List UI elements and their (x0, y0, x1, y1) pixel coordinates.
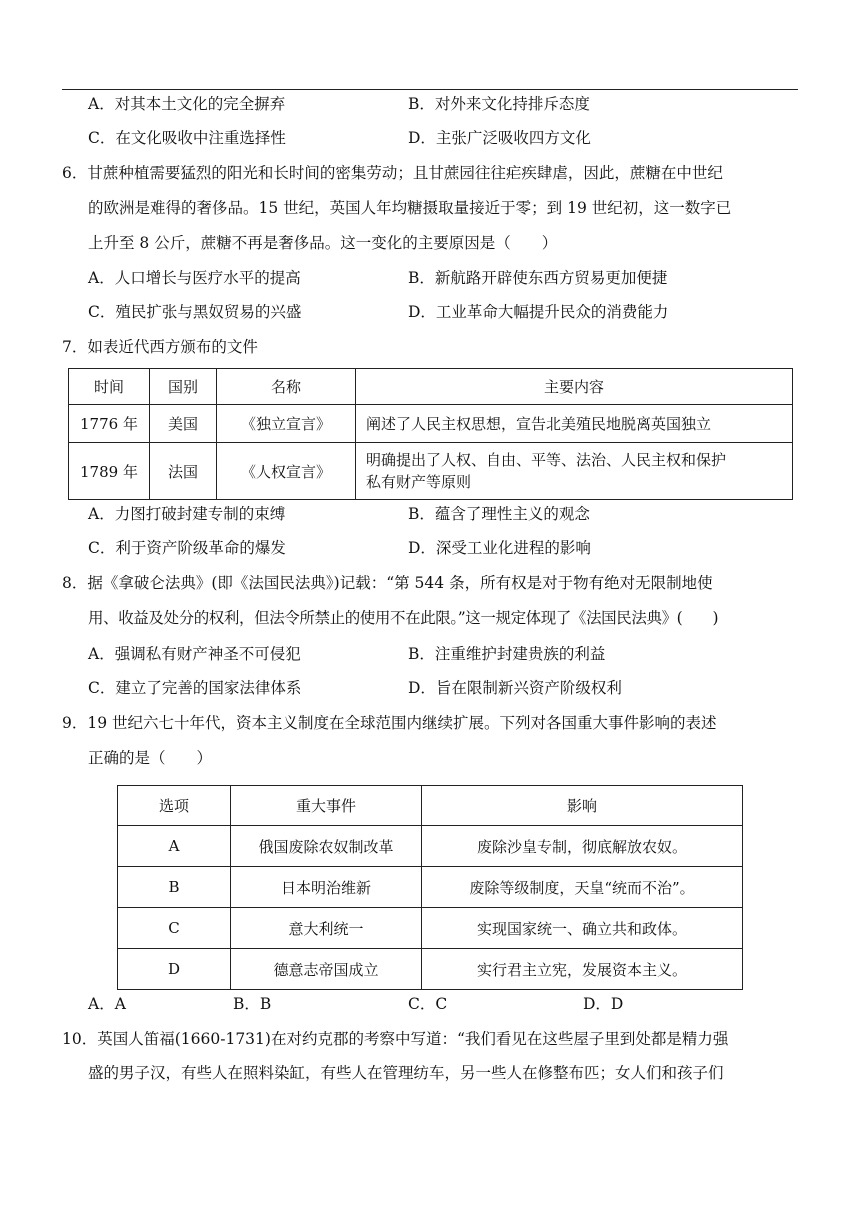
table-cell (356, 443, 793, 500)
q9-option-b: B．B (233, 995, 272, 1013)
cell-line: 私有财产等原则 (366, 473, 472, 491)
q6-stem-line-1: 6．甘蔗种植需要猛烈的阳光和长时间的密集劳动；且甘蔗园往往疟疾肆虐，因此，蔗糖在中世纪 (62, 164, 723, 182)
q5-option-a: A．对其本土文化的完全摒弃 (88, 95, 286, 113)
table-cell: 《人权宣言》 (217, 443, 356, 500)
table-row (118, 908, 743, 949)
header-rule (62, 89, 798, 90)
q5-option-d: D．主张广泛吸收四方文化 (408, 129, 591, 147)
q8-option-a: A．强调私有财产神圣不可侵犯 (88, 645, 301, 663)
q9-stem-line-2: 正确的是（ ） (88, 749, 213, 767)
q9-stem-line-1: 9．19 世纪六七十年代，资本主义制度在全球范围内继续扩展。下列对各国重大事件影响的表述 (62, 714, 717, 732)
q5-option-c: C．在文化吸收中注重选择性 (88, 129, 286, 147)
table-row (118, 867, 743, 908)
table-header-cell: 时间 (69, 369, 150, 405)
table-cell: 阐述了人民主权思想，宣告北美殖民地脱离英国独立 (356, 405, 793, 443)
q8-stem-line-1: 8．据《拿破仑法典》(即《法国民法典》)记载：“第 544 条，所有权是对于物有绝对无限制地使 (62, 574, 713, 592)
table-cell: 废除沙皇专制，彻底解放农奴。 (422, 826, 743, 867)
table-cell: 日本明治维新 (231, 867, 422, 908)
q7-option-c: C．利于资产阶级革命的爆发 (88, 539, 286, 557)
table-row (118, 826, 743, 867)
q9-table (117, 785, 743, 990)
table-cell: 实现国家统一、确立共和政体。 (422, 908, 743, 949)
table-cell: 实行君主立宪，发展资本主义。 (422, 949, 743, 990)
table-row (118, 949, 743, 990)
q9-option-d: D．D (583, 995, 624, 1013)
q7-option-d: D．深受工业化进程的影响 (408, 539, 591, 557)
q6-option-d: D．工业革命大幅提升民众的消费能力 (408, 303, 669, 321)
table-header-row (118, 786, 743, 826)
q7-option-b: B．蕴含了理性主义的观念 (408, 505, 590, 523)
q6-option-c: C．殖民扩张与黑奴贸易的兴盛 (88, 303, 302, 321)
table-header-cell: 重大事件 (231, 786, 422, 826)
table-header-cell: 国别 (150, 369, 217, 405)
table-cell: 1789 年 (69, 443, 150, 500)
table-header-cell: 影响 (422, 786, 743, 826)
table-header-cell: 名称 (217, 369, 356, 405)
q7-table (68, 368, 793, 500)
table-cell: C (118, 908, 231, 949)
table-cell: 法国 (150, 443, 217, 500)
q6-option-a: A．人口增长与医疗水平的提高 (88, 269, 301, 287)
cell-line: 明确提出了人权、自由、平等、法治、人民主权和保护 (366, 451, 727, 469)
table-row (69, 405, 793, 443)
q10-stem-line-1: 10．英国人笛福(1660-1731)在对约克郡的考察中写道：“我们看见在这些屋子里到处都是精力强 (62, 1030, 729, 1048)
table-cell: 俄国废除农奴制改革 (231, 826, 422, 867)
table-cell: 意大利统一 (231, 908, 422, 949)
q7-stem: 7．如表近代西方颁布的文件 (62, 338, 258, 356)
table-cell: 《独立宣言》 (217, 405, 356, 443)
q8-option-c: C．建立了完善的国家法律体系 (88, 679, 302, 697)
q6-stem-line-2: 的欧洲是难得的奢侈品。15 世纪，英国人年均糖摄取量接近于零；到 19 世纪初，这一数字已 (88, 199, 732, 217)
table-cell: 1776 年 (69, 405, 150, 443)
q8-stem-line-2: 用、收益及处分的权利，但法令所禁止的使用不在此限。”这一规定体现了《法国民法典》( ) (88, 609, 719, 627)
q9-option-a: A．A (88, 995, 126, 1013)
table-header-row (69, 369, 793, 405)
q10-stem-line-2: 盛的男子汉，有些人在照料染缸，有些人在管理纺车，另一些人在修整布匹；女人们和孩子们 (88, 1064, 724, 1082)
table-header-cell: 主要内容 (356, 369, 793, 405)
table-row (69, 443, 793, 500)
q7-option-a: A．力图打破封建专制的束缚 (88, 505, 286, 523)
q5-option-b: B．对外来文化持排斥态度 (408, 95, 590, 113)
q6-option-b: B．新航路开辟使东西方贸易更加便捷 (408, 269, 668, 287)
table-cell: A (118, 826, 231, 867)
q8-option-b: B．注重维护封建贵族的利益 (408, 645, 606, 663)
q9-option-c: C．C (408, 995, 448, 1013)
table-cell: 美国 (150, 405, 217, 443)
table-cell: D (118, 949, 231, 990)
table-cell: 废除等级制度，天皇“统而不治”。 (422, 867, 743, 908)
table-header-cell: 选项 (118, 786, 231, 826)
q8-option-d: D．旨在限制新兴资产阶级权利 (408, 679, 622, 697)
q6-stem-line-3: 上升至 8 公斤，蔗糖不再是奢侈品。这一变化的主要原因是（ ） (88, 234, 558, 252)
table-cell: B (118, 867, 231, 908)
table-cell: 德意志帝国成立 (231, 949, 422, 990)
